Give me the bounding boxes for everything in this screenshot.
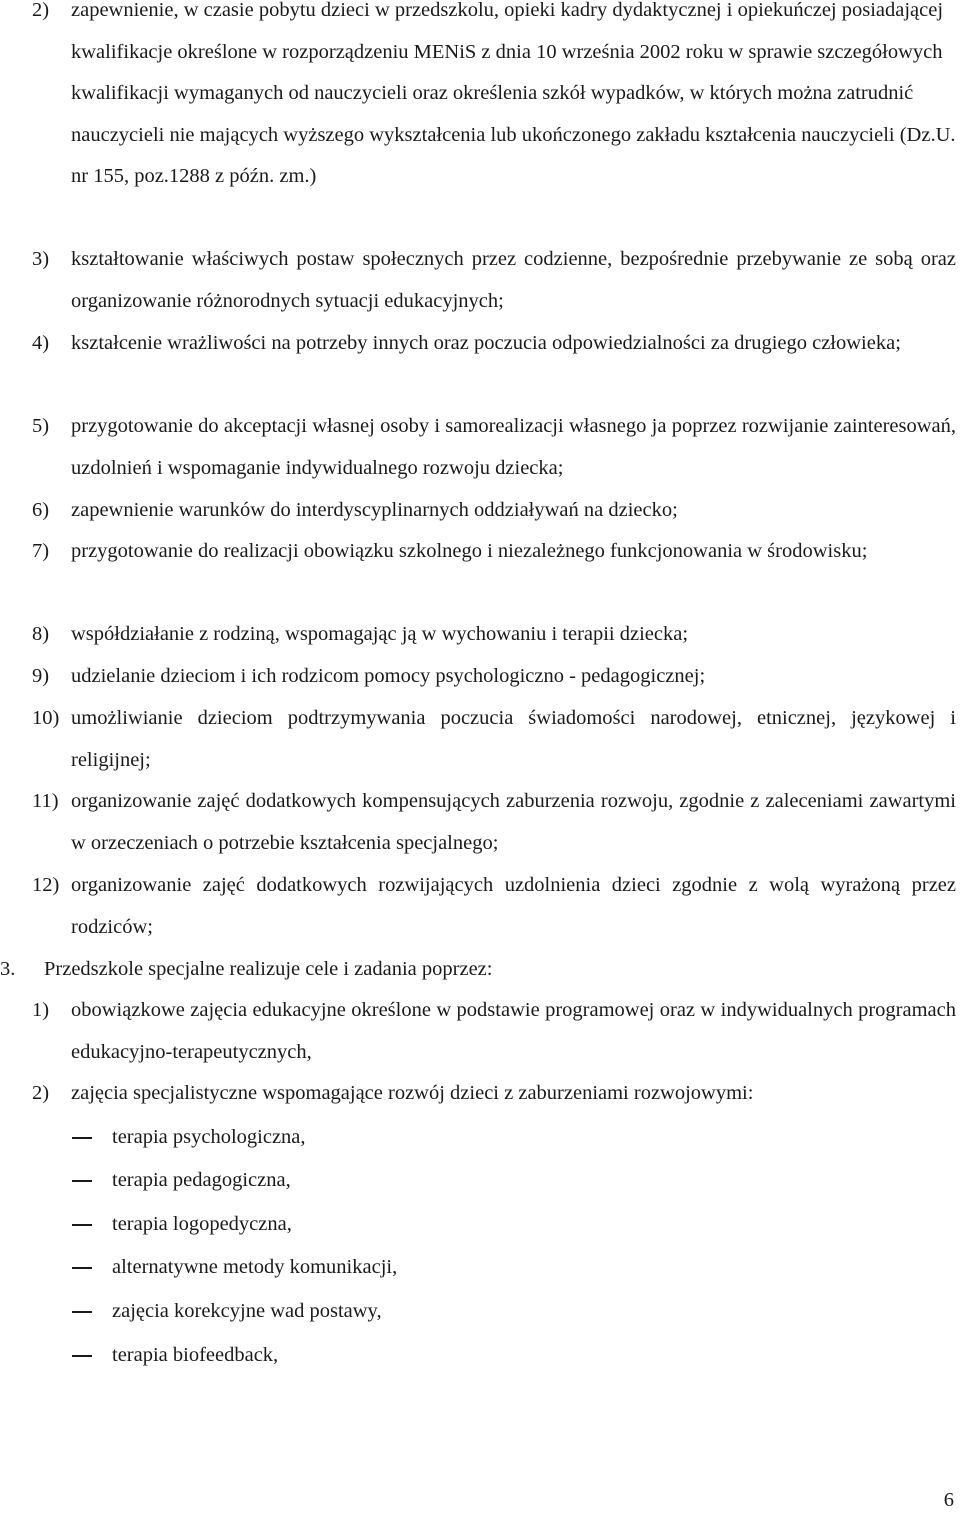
list-item-text: zapewnienie, w czasie pobytu dzieci w przedszkolu, opieki kadry dydaktycznej i opiekuńczej posiadającej kwalifikacje określone w rozporządzeniu MENiS z dnia 10 września 2002 roku w sprawie szczegółowych kwalifikacji wymaganych od nauczycieli oraz określenia szkół wypadków, w których można zatrudnić nauczycieli nie mających wyższego wykształcenia lub ukończonego zakładu kształcenia nauczycieli (Dz.U. nr 155, poz.1288 z późn. zm.) (71, 0, 956, 187)
list-item-text: organizowanie zajęć dodatkowych kompensujących zaburzenia rozwoju, zgodnie z zaleceniami zawartymi w orzeczeniach o potrzebie kształcenia specjalnego; (71, 790, 956, 854)
list-item-number: 5) (32, 415, 50, 437)
list-item-number: 10) (32, 707, 60, 729)
list-item-number: 7) (32, 540, 50, 562)
list-item-11 (32, 781, 956, 864)
list-item-4 (32, 323, 956, 365)
list-item-9 (32, 656, 956, 698)
sublist-item-1 (32, 990, 956, 1073)
list-item-12 (32, 865, 956, 948)
list-item-3 (32, 239, 956, 322)
list-item-number: 6) (32, 499, 50, 521)
section-number: 3. (0, 958, 16, 980)
list-item-8 (32, 614, 956, 656)
sublist-item-2 (32, 1073, 956, 1115)
list-item-6 (32, 490, 956, 532)
list-item-text: zajęcia specjalistyczne wspomagające rozwój dzieci z zaburzeniami rozwojowymi: (71, 1082, 754, 1104)
list-item-text: udzielanie dzieciom i ich rodzicom pomocy psychologiczno - pedagogicznej; (71, 665, 706, 687)
therapy-text: zajęcia korekcyjne wad postawy, (112, 1300, 382, 1322)
dash-bullet-icon (72, 1355, 92, 1357)
list-item-text: umożliwianie dzieciom podtrzymywania poczucia świadomości narodowej, etnicznej, językowej i religijnej; (71, 707, 956, 771)
list-item-text: kształcenie wrażliwości na potrzeby innych oraz poczucia odpowiedzialności za drugiego człowieka; (71, 332, 901, 354)
list-item-text: współdziałanie z rodziną, wspomagając ją w wychowaniu i terapii dziecka; (71, 623, 689, 645)
list-item-number: 3) (32, 248, 50, 270)
list-item-10 (32, 698, 956, 781)
therapy-text: terapia biofeedback, (112, 1344, 279, 1366)
list-item-text: przygotowanie do akceptacji własnej osoby i samorealizacji własnego ja poprzez rozwijanie zainteresowań, uzdolnień i wspomaganie indywidualnego rozwoju dziecka; (71, 415, 956, 479)
list-item-number: 9) (32, 665, 50, 687)
dash-bullet-icon (72, 1267, 92, 1269)
therapy-text: alternatywne metody komunikacji, (112, 1256, 398, 1278)
therapy-text: terapia psychologiczna, (112, 1126, 306, 1148)
list-item-text: kształtowanie właściwych postaw społecznych przez codzienne, bezpośrednie przebywanie ze sobą oraz organizowanie różnorodnych sytuacji edukacyjnych; (71, 248, 956, 312)
list-item-number: 8) (32, 623, 50, 645)
list-item-text: organizowanie zajęć dodatkowych rozwijających uzdolnienia dzieci zgodnie z wolą wyrażoną przez rodziców; (71, 874, 956, 938)
therapy-text: terapia pedagogiczna, (112, 1169, 291, 1191)
therapy-text: terapia logopedyczna, (112, 1213, 292, 1235)
list-item-text: przygotowanie do realizacji obowiązku szkolnego i niezależnego funkcjonowania w środowisku; (71, 540, 868, 562)
section-text: Przedszkole specjalne realizuje cele i zadania poprzez: (44, 958, 493, 980)
list-item-text: obowiązkowe zajęcia edukacyjne określone w podstawie programowej oraz w indywidualnych programach edukacyjno-terapeutycznych, (71, 999, 956, 1063)
list-item-number: 12) (32, 874, 60, 896)
list-item-text: zapewnienie warunków do interdyscyplinarnych oddziaływań na dziecko; (71, 499, 678, 521)
list-item-number: 11) (32, 790, 59, 812)
page-number: 6 (943, 1489, 954, 1511)
list-item-7 (32, 531, 956, 573)
list-item-number: 2) (32, 1082, 50, 1104)
dash-bullet-icon (72, 1311, 92, 1313)
dash-bullet-icon (72, 1137, 92, 1139)
dash-bullet-icon (72, 1224, 92, 1226)
list-item-5 (32, 406, 956, 489)
dash-bullet-icon (72, 1180, 92, 1182)
list-item-number: 2) (32, 0, 50, 21)
list-item-2 (32, 0, 956, 198)
list-item-number: 1) (32, 999, 50, 1021)
list-item-number: 4) (32, 332, 50, 354)
